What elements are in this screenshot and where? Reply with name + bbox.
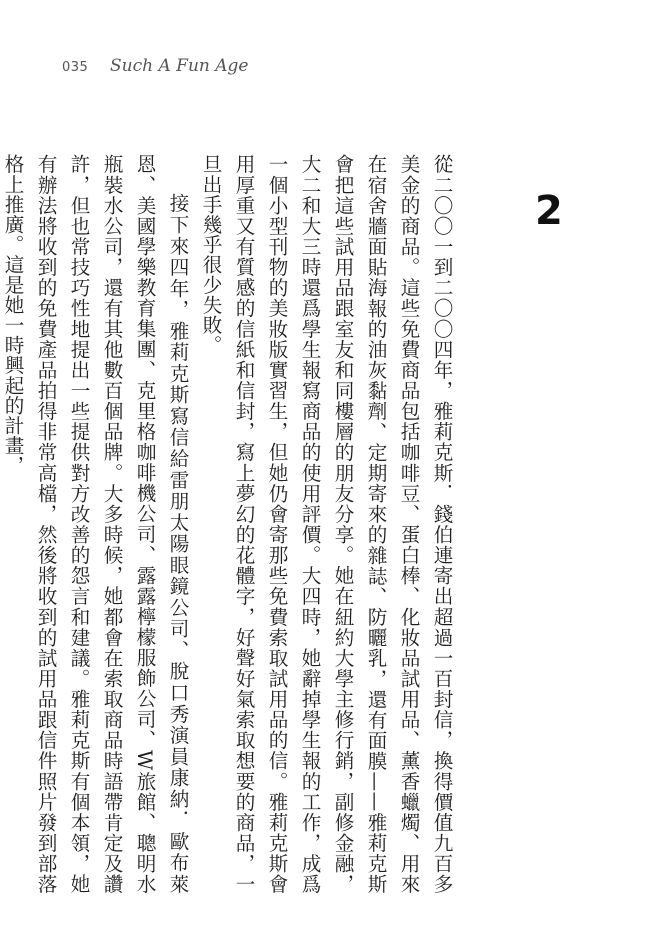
paragraph-2: 接下來四年，雅莉克斯寫信給雷朋太陽眼鏡公司、脫口秀演員康納．歐布萊恩、美國學樂教育集團、克里格咖啡機公司、露露檸檬服飾公司、W旅館、聰明水瓶裝水公司，還有其他數百個品牌。大多時候，她都會在索取商品時語帶肯定及讚許，但也常技巧性地提出一些提供對方改善的怨言和建議。雅莉克斯有個本領，她有辦法將收到的免費產品拍得非常高檔，然後將收到的試用品跟信件照片發到部落格上推廣。這是她一時興起的計畫，: [1, 154, 189, 894]
chapter-number: 2: [535, 188, 563, 234]
body-text: [0, 154, 458, 894]
page-number: 035: [62, 60, 89, 75]
running-title: Such A Fun Age: [110, 56, 249, 76]
paragraph-1: 從二〇〇一到二〇〇四年，雅莉克斯．錢伯連寄出超過一百封信，換得價值九百多美金的商品。這些免費商品包括咖啡豆、蛋白棒、化妝品試用品、薰香蠟燭、用來在宿舍牆面貼海報的油灰黏劑、定期寄來的雜誌、防曬乳，還有面膜——雅莉克斯會把這些試用品跟室友和同樓層的朋友分享。她在紐約大學主修行銷，副修金融，大二和大三時還爲學生報寫商品的使用評價。大四時，她辭掉學生報的工作，成爲一個小型刊物的美妝版實習生，但她仍會寄那些免費索取試用品的信。雅莉克斯會用厚重又有質感的信紙和信封，寫上夢幻的花體字，好聲好氣索取想要的商品，一旦出手幾乎很少失敗。: [199, 154, 453, 894]
